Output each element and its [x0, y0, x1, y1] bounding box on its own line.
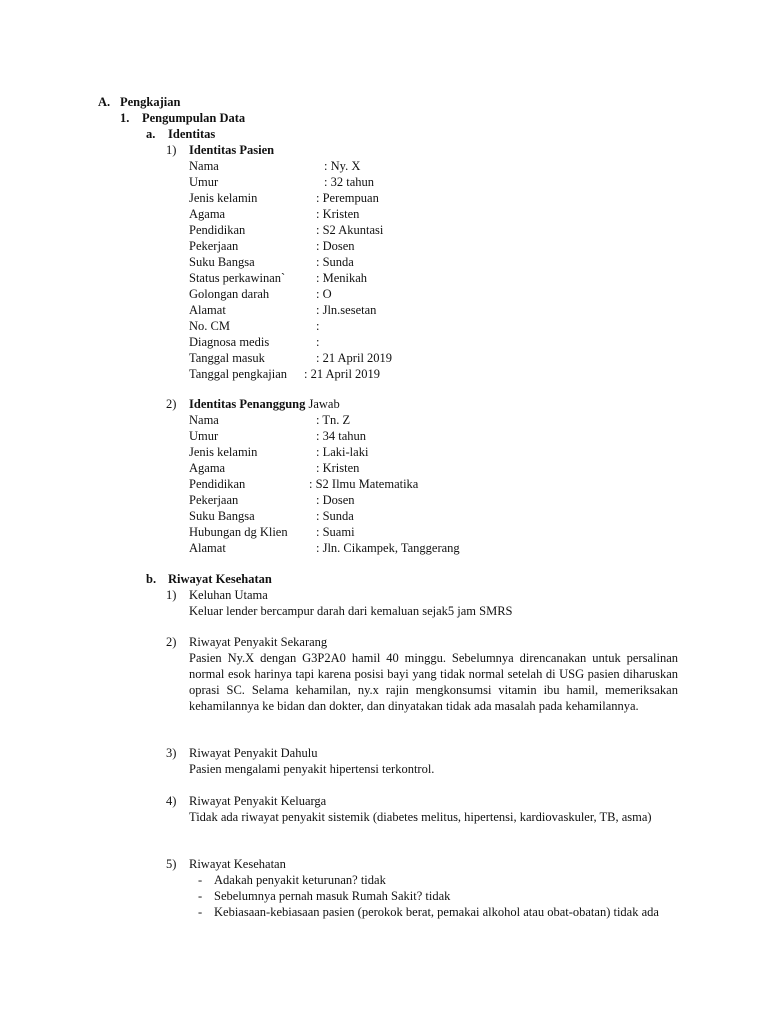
table-row	[189, 524, 355, 540]
item-heading	[166, 793, 678, 809]
identitas-penanggung-number: 2)	[166, 397, 177, 411]
field-value: : Tn. Z	[316, 413, 351, 427]
item-body: Pasien Ny.X dengan G3P2A0 hamil 40 minggu. Sebelumnya direncanakan untuk persalinan normal esok harinya tapi karena posisi bayi yang tidak normal setelah di USG pasien diharuskan oprasi SC. Selama kehamilan, ny.x rajin mengkonsumsi vitamin ibu hamil, memeriksakan kehamilannya ke bidan dan dokter, dan dinyatakan tidak ada masalah pada kehamilannya.	[189, 651, 678, 713]
field-value: : Laki-laki	[316, 445, 369, 459]
riwayat-penyakit-dahulu-item	[166, 745, 678, 777]
field-value: : Kristen	[316, 207, 360, 221]
field-value: : 32 tahun	[324, 175, 374, 189]
table-row	[189, 492, 355, 508]
field-value: : Jln.sesetan	[316, 303, 377, 317]
item-heading	[166, 634, 678, 650]
field-value: : S2 Akuntasi	[316, 223, 384, 237]
item-title: Riwayat Penyakit Keluarga	[189, 794, 327, 808]
item-heading	[166, 587, 678, 603]
list-item	[189, 872, 678, 888]
item-heading	[166, 745, 678, 761]
table-row	[189, 206, 360, 222]
table-row	[189, 318, 320, 334]
dash-bullet: -	[198, 889, 203, 903]
dash-bullet: -	[198, 873, 203, 887]
item-title: Riwayat Penyakit Sekarang	[189, 635, 328, 649]
field-label: Hubungan dg Klien	[189, 525, 288, 539]
field-label: Agama	[189, 461, 226, 475]
table-row	[189, 366, 381, 382]
field-value: : Jln. Cikampek, Tanggerang	[316, 541, 460, 555]
item-number: 5)	[166, 857, 177, 871]
field-label: Golongan darah	[189, 287, 270, 301]
identitas-pasien-title: Identitas Pasien	[189, 143, 275, 157]
table-row	[189, 222, 384, 238]
field-value: : 34 tahun	[316, 429, 366, 443]
table-row	[189, 540, 460, 556]
list-item	[189, 904, 678, 920]
section-a-number: A.	[98, 95, 111, 109]
table-row	[189, 286, 332, 302]
field-value: :	[316, 319, 320, 333]
table-row	[189, 174, 374, 190]
identitas-penanggung-title-rest: Jawab	[305, 397, 340, 411]
field-label: Alamat	[189, 303, 226, 317]
field-label: Diagnosa medis	[189, 335, 270, 349]
field-value: : Ny. X	[324, 159, 361, 173]
table-row	[189, 238, 355, 254]
field-value: : Perempuan	[316, 191, 379, 205]
table-row	[189, 254, 354, 270]
field-label: Tanggal pengkajian	[189, 367, 288, 381]
field-value: : Sunda	[316, 255, 354, 269]
table-row	[189, 412, 351, 428]
item-number: 1)	[166, 588, 177, 602]
riwayat-kesehatan-item	[166, 856, 678, 920]
item-number: 2)	[166, 635, 177, 649]
field-label: Tanggal masuk	[189, 351, 265, 365]
item-heading	[166, 856, 678, 872]
item-title: Riwayat Kesehatan	[189, 857, 286, 871]
item-body: Tidak ada riwayat penyakit sistemik (diabetes melitus, hipertensi, kardiovaskuler, TB, asma)	[189, 810, 652, 824]
identitas-pasien-heading	[166, 142, 287, 158]
field-label: Pendidikan	[189, 477, 246, 491]
item-body: Keluar lender bercampur darah dari kemaluan sejak5 jam SMRS	[189, 604, 513, 618]
item-number: 4)	[166, 794, 177, 808]
subsection-a-number: a.	[146, 127, 156, 141]
item-title: Keluhan Utama	[189, 588, 268, 602]
table-row	[189, 444, 369, 460]
riwayat-penyakit-keluarga-item	[166, 793, 678, 825]
subsection-b-title: Riwayat Kesehatan	[168, 572, 272, 586]
item-body: Pasien mengalami penyakit hipertensi terkontrol.	[189, 762, 435, 776]
field-label: Suku Bangsa	[189, 509, 255, 523]
table-row	[189, 334, 320, 350]
dash-bullet: -	[198, 905, 203, 919]
field-value: : Sunda	[316, 509, 354, 523]
item-title: Riwayat Penyakit Dahulu	[189, 746, 318, 760]
table-row	[189, 302, 377, 318]
table-row	[189, 508, 354, 524]
table-row	[189, 460, 360, 476]
identitas-pasien-section	[166, 142, 393, 382]
list-item-text: Kebiasaan-kebiasaan pasien (perokok berat, pemakai alkohol atau obat-obatan) tidak ada	[214, 905, 659, 919]
subsection-1-title: Pengumpulan Data	[142, 111, 246, 125]
section-a-heading	[98, 94, 180, 110]
table-row	[189, 350, 393, 366]
field-value: : O	[316, 287, 332, 301]
field-label: Pekerjaan	[189, 493, 239, 507]
table-row	[189, 270, 368, 286]
field-label: No. CM	[189, 319, 230, 333]
field-value: : 21 April 2019	[304, 367, 381, 381]
identitas-penanggung-heading	[166, 396, 340, 412]
riwayat-penyakit-sekarang-item	[166, 634, 678, 714]
list-item-text: Adakah penyakit keturunan? tidak	[214, 873, 386, 887]
field-value: : S2 Ilmu Matematika	[309, 477, 419, 491]
field-value: : Kristen	[316, 461, 360, 475]
subsection-b-heading	[146, 571, 272, 587]
field-label: Umur	[189, 429, 219, 443]
item-number: 3)	[166, 746, 177, 760]
subsection-a-heading	[146, 126, 215, 142]
field-value: : Dosen	[316, 493, 355, 507]
field-label: Suku Bangsa	[189, 255, 255, 269]
bullet-list	[189, 872, 678, 920]
field-value: : Menikah	[316, 271, 368, 285]
field-label: Jenis kelamin	[189, 191, 258, 205]
field-label: Pekerjaan	[189, 239, 239, 253]
field-value: : Dosen	[316, 239, 355, 253]
field-label: Jenis kelamin	[189, 445, 258, 459]
identitas-penanggung-title-bold: Identitas Penanggung	[189, 397, 306, 411]
section-a-title: Pengkajian	[120, 95, 181, 109]
table-row	[189, 158, 361, 174]
field-label: Alamat	[189, 541, 226, 555]
list-item	[189, 888, 678, 904]
field-label: Agama	[189, 207, 226, 221]
identitas-pasien-number: 1)	[166, 143, 177, 157]
keluhan-utama-item	[166, 587, 678, 619]
identitas-penanggung-table	[189, 412, 460, 556]
identitas-penanggung-section	[166, 396, 460, 556]
field-label: Status perkawinan`	[189, 271, 286, 285]
field-label: Pendidikan	[189, 223, 246, 237]
field-label: Umur	[189, 175, 219, 189]
table-row	[189, 476, 419, 492]
field-value: : 21 April 2019	[316, 351, 393, 365]
subsection-1-number: 1.	[120, 111, 130, 125]
field-value: :	[316, 335, 320, 349]
table-row	[189, 428, 366, 444]
identitas-pasien-table	[189, 158, 393, 382]
field-label: Nama	[189, 159, 219, 173]
field-value: : Suami	[316, 525, 355, 539]
subsection-b-number: b.	[146, 572, 157, 586]
list-item-text: Sebelumnya pernah masuk Rumah Sakit? tidak	[214, 889, 451, 903]
field-label: Nama	[189, 413, 219, 427]
subsection-a-title: Identitas	[168, 127, 216, 141]
subsection-1-heading	[120, 110, 245, 126]
table-row	[189, 190, 379, 206]
